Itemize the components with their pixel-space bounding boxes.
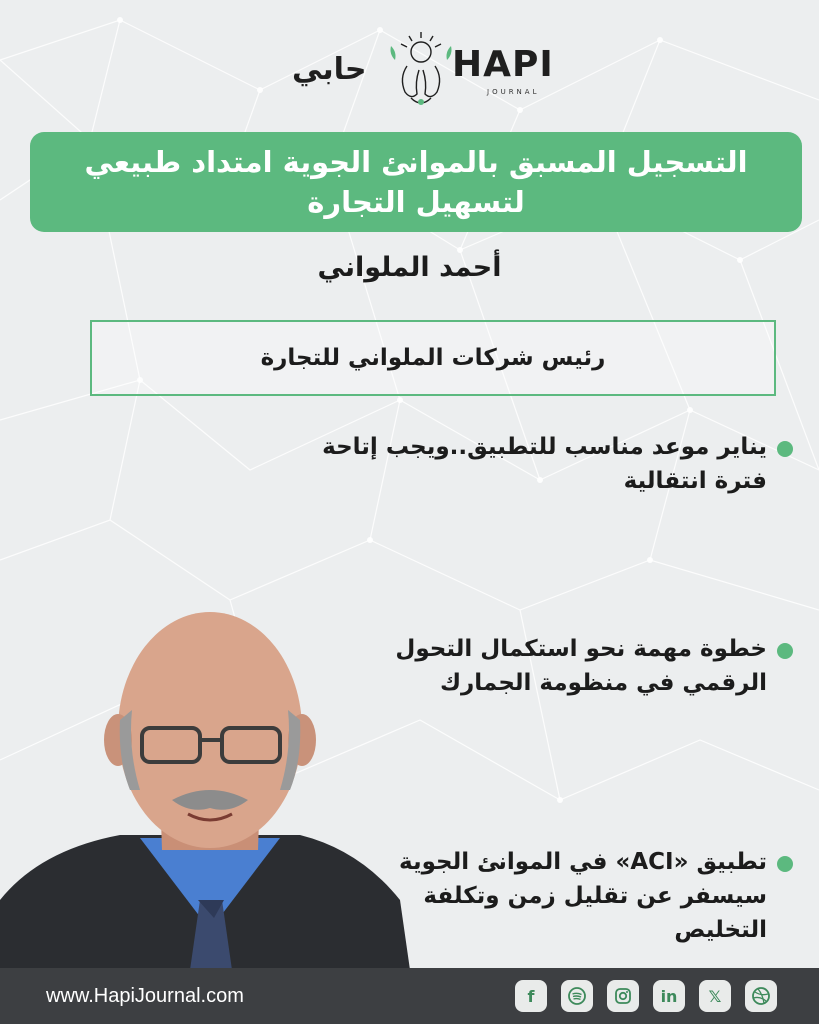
facebook-icon[interactable]: f [515, 980, 547, 1012]
quote-bullet-1 [267, 430, 767, 498]
bullet-1-line-1: يناير موعد مناسب للتطبيق..ويجب إتاحة [322, 434, 767, 460]
bullet-dot-icon [777, 441, 793, 457]
brand-arabic-name: حابي [292, 52, 367, 87]
website-link[interactable]: www.HapiJournal.com [46, 985, 244, 1007]
bullet-3-line-1: تطبيق «ACI» في الموانئ الجوية [399, 849, 767, 875]
bullet-1-line-2: فترة انتقالية [623, 468, 767, 494]
social-icons [515, 980, 777, 1012]
bullet-2-line-2: الرقمي في منظومة الجمارك [439, 670, 767, 696]
author-role-box [90, 320, 776, 396]
spotify-icon[interactable] [561, 980, 593, 1012]
author-name: أحمد الملواني [317, 252, 502, 283]
bullet-2-line-1: خطوة مهمة نحو استكمال التحول [395, 636, 767, 662]
instagram-icon[interactable] [607, 980, 639, 1012]
hapi-emblem-icon [381, 30, 461, 110]
brand-english-name: HAPI [452, 44, 554, 85]
bullet-dot-icon [777, 856, 793, 872]
bullet-3-line-3: التخليص [674, 917, 767, 943]
author-portrait [0, 600, 420, 970]
title-line-1: التسجيل المسبق بالموانئ الجوية امتداد طبيعي [84, 145, 748, 179]
x-icon[interactable]: 𝕏 [699, 980, 731, 1012]
title-line-2: لتسهيل التجارة [307, 185, 525, 219]
bullet-3-line-2: سيسفر عن تقليل زمن وتكلفة [423, 883, 767, 909]
brand-tagline: JOURNAL [487, 88, 540, 96]
dribbble-icon[interactable] [745, 980, 777, 1012]
author-role: رئيس شركات الملواني للتجارة [260, 345, 606, 371]
linkedin-icon[interactable]: in [653, 980, 685, 1012]
footer-bar [0, 968, 819, 1024]
brand-logo [0, 30, 819, 110]
article-title-banner [30, 132, 802, 232]
bullet-dot-icon [777, 643, 793, 659]
